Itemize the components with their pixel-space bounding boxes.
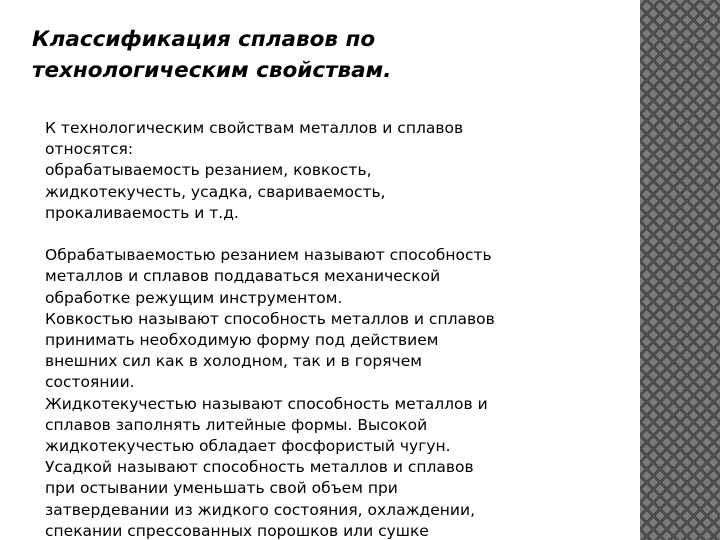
body-line: состоянии. (45, 373, 135, 392)
body-line: Жидкотекучестью называют способность металлов и (45, 394, 488, 413)
body-line: металлов и сплавов поддаваться механической (45, 267, 441, 286)
title-line-1: Классификация сплавов по (32, 27, 376, 52)
slide-body (45, 118, 605, 540)
diamond-pattern-graphic (640, 0, 720, 540)
body-line: обрабатываемость резанием, ковкость, (45, 161, 372, 180)
body-line: принимать необходимую форму под действием (45, 331, 439, 350)
body-line: затвердевании из жидкого состояния, охлаждении, (45, 500, 476, 519)
slide-title (32, 24, 592, 86)
body-line: К технологическим свойствам металлов и сплавов (45, 119, 464, 137)
body-line: Ковкостью называют способность металлов и сплавов (45, 309, 495, 328)
body-line: Усадкой называют способность металлов и сплавов (45, 458, 474, 477)
body-line: спекании спрессованных порошков или сушке (45, 521, 429, 540)
decorative-diamond-pattern (640, 0, 720, 540)
title-line-2: технологическим свойствам. (32, 58, 392, 83)
body-line: прокаливаемость и т.д. (45, 203, 239, 222)
body-line: внешних сил как в холодном, так и в горячем (45, 352, 422, 371)
body-line: сплавов заполнять литейные формы. Высокой (45, 415, 428, 434)
body-line: Обрабатываемостью резанием называют способность (45, 246, 492, 265)
body-line: жидкотекучесть, усадка, свариваемость, (45, 182, 386, 201)
body-line: обработке режущим инструментом. (45, 288, 343, 307)
body-line: относятся: (45, 140, 134, 159)
paragraph-gap (45, 224, 605, 245)
body-line: при остывании уменьшать свой объем при (45, 479, 398, 498)
body-line: жидкотекучестью обладает фосфористый чугун. (45, 437, 451, 456)
